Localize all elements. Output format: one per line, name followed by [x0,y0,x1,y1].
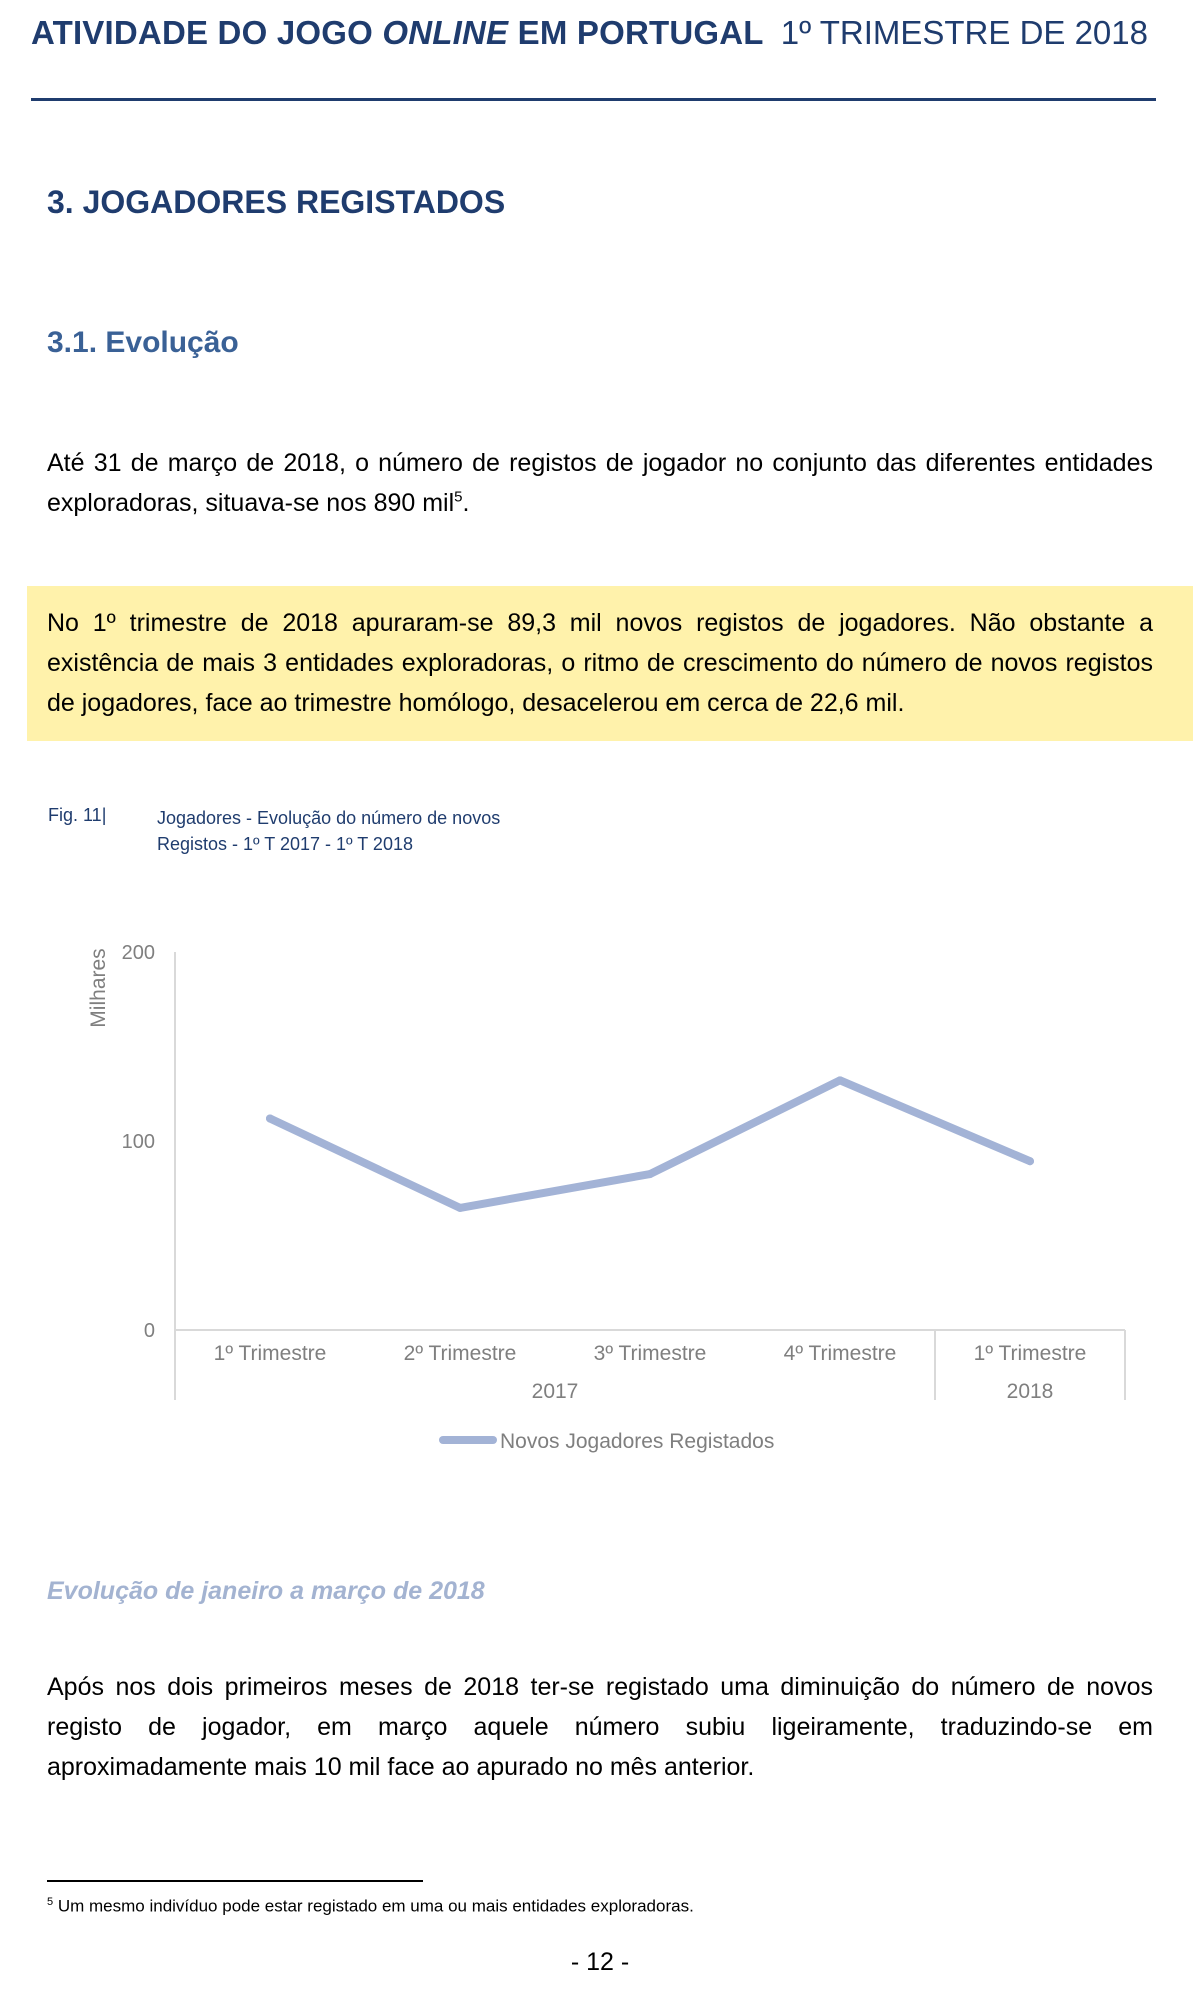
section-heading: 3. JOGADORES REGISTADOS [47,184,506,220]
legend [443,1430,774,1453]
x-tick-label: 4º Trimestre [783,1342,897,1365]
footnote-text: Um mesmo indivíduo pode estar registado em uma ou mais entidades exploradoras. [53,1896,694,1916]
figure-caption [157,805,500,857]
y-tick-labels [122,942,155,1342]
highlight-text: No 1º trimestre de 2018 apuraram-se 89,3 mil novos registos de jogadores. Não obstante a existência de mais 3 entidades exploradoras, o ritmo de crescimento do número de novos registos de jogadores, face ao trimestre homólogo, desacelerou em cerca de 22,6 mil. [47,609,1153,717]
subsection-heading: 3.1. Evolução [47,326,239,359]
data-point [1026,1157,1034,1165]
document-header-period: 1º TRIMESTRE DE 2018 [780,14,1148,51]
header-divider [31,98,1156,101]
document-header-title [31,14,764,52]
data-point [456,1204,464,1212]
data-point [266,1115,274,1123]
x-tick-label: 1º Trimestre [973,1342,1087,1365]
data-point [836,1076,844,1084]
x-tick-label: 3º Trimestre [593,1342,707,1365]
intro-paragraph [47,443,1153,523]
intro-paragraph-end: . [462,489,470,517]
data-point [646,1170,654,1178]
x-group-label: 2017 [531,1380,579,1403]
x-group-label: 2018 [1006,1380,1054,1403]
y-tick-label: 100 [121,1131,155,1153]
footnote-reference: 5 [454,488,463,506]
figure-caption-line1: Jogadores - Evolução do número de novos [157,808,501,828]
footnote [47,1896,694,1917]
x-tick-label: 1º Trimestre [213,1342,327,1365]
highlight-box [27,586,1193,741]
january-march-paragraph: Após nos dois primeiros meses de 2018 ter-se registado uma diminuição do número de novos registo de jogador, em março aquele número subiu ligeiramente, traduzindo-se em aproximadamente mais 10 mil face ao apurado no mês anterior. [47,1673,1153,1781]
footnote-divider [47,1880,423,1882]
intro-paragraph-text: Até 31 de março de 2018, o número de registos de jogador no conjunto das diferentes entidades exploradoras, situava-se nos 890 mil [47,449,1153,517]
header-title-part2: EM PORTUGAL [508,14,764,51]
figure-caption-line2: Registos - 1º T 2017 - 1º T 2018 [157,834,413,854]
y-axis-title: Milhares [87,948,110,1028]
line-chart [0,900,1200,1470]
page-number: - 12 - [570,1948,630,1976]
series-line-novos-jogadores [270,1080,1030,1208]
x-tick-labels [214,1342,1087,1365]
x-tick-label: 2º Trimestre [403,1342,517,1365]
y-tick-label: 200 [121,942,155,964]
header-title-italic: ONLINE [382,14,509,51]
subsection-heading-italic: Evolução de janeiro a março de 2018 [47,1577,485,1605]
figure-label: Fig. 11| [48,805,107,825]
y-tick-label: 0 [143,1320,155,1342]
x-group-labels [532,1380,1054,1403]
footnote-number: 5 [47,1896,54,1908]
header-title-part1: ATIVIDADE DO JOGO [31,14,383,51]
legend-label: Novos Jogadores Registados [500,1430,775,1453]
